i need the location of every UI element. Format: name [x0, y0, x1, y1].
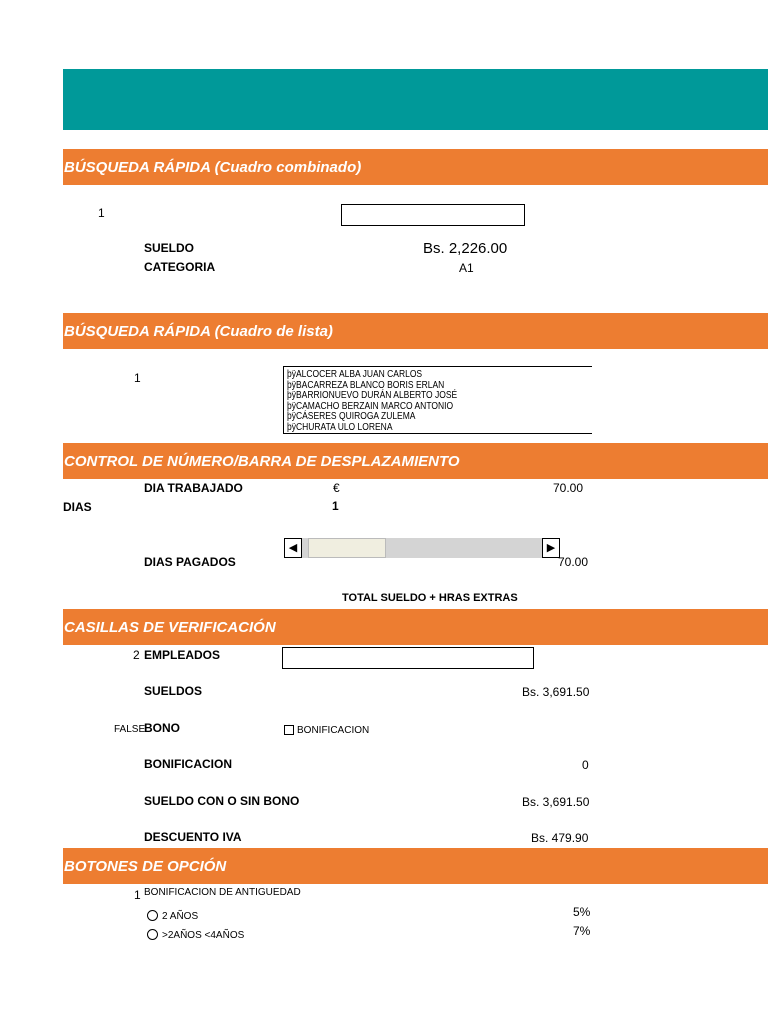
section-title: BÚSQUEDA RÁPIDA (Cuadro combinado)	[64, 158, 362, 176]
section-title: CONTROL DE NÚMERO/BARRA DE DESPLAZAMIENTO	[64, 452, 460, 470]
currency-symbol: €	[333, 481, 340, 495]
section-title: BOTONES DE OPCIÓN	[64, 857, 227, 875]
descuento-iva-label: DESCUENTO IVA	[144, 830, 242, 844]
sueldo-value: Bs. 2,226.00	[423, 240, 508, 257]
sueldo-con-bono-label: SUELDO CON O SIN BONO	[144, 794, 300, 808]
empleados-index: 2	[133, 648, 140, 662]
radio-2-4-anos-value: 7%	[573, 924, 591, 938]
dia-trabajado-value: 70.00	[553, 481, 584, 495]
scroll-left-arrow-icon[interactable]	[284, 538, 302, 558]
categoria-label: CATEGORIA	[144, 260, 216, 274]
total-sueldo-label: TOTAL SUELDO + HRAS EXTRAS	[342, 592, 518, 604]
list-item[interactable]: þÿALCOCER ALBA JUAN CARLOS	[287, 369, 423, 380]
combo-box-input[interactable]	[341, 204, 525, 226]
list-item[interactable]: þÿCÁSERES QUIROGA ZULEMA	[287, 411, 416, 423]
section-header-botones	[63, 848, 768, 884]
radio-2-anos-value: 5%	[573, 905, 591, 919]
scroll-left-glyph: ◀	[288, 541, 298, 554]
dia-trabajado-label: DIA TRABAJADO	[144, 481, 243, 495]
radio-2-4-anos-label[interactable]: >2AÑOS <4AÑOS	[162, 930, 245, 941]
bonificacion-checkbox-label[interactable]: BONIFICACION	[297, 725, 370, 736]
categoria-value: A1	[459, 261, 474, 275]
section-title: BÚSQUEDA RÁPIDA (Cuadro de lista)	[64, 322, 333, 340]
dias-pagados-value: 70.00	[558, 555, 589, 569]
listbox-index: 1	[134, 371, 141, 385]
scroll-right-glyph: ▶	[546, 541, 556, 554]
sueldo-label: SUELDO	[144, 241, 195, 255]
bonificacion-label: BONIFICACION	[144, 757, 232, 771]
bono-label: BONO	[144, 721, 180, 735]
list-item[interactable]: þÿCHURATA ULO LORENA	[287, 421, 393, 433]
scrollbar-thumb[interactable]	[308, 538, 386, 558]
header-banner	[63, 69, 768, 130]
bonificacion-checkbox[interactable]	[284, 725, 294, 735]
list-item[interactable]: þÿBARRIONUEVO DURÁN ALBERTO JOSÉ	[287, 390, 458, 402]
section-header-control-numero	[63, 443, 768, 479]
section-header-busqueda-lista	[63, 313, 768, 349]
combo-index: 1	[98, 206, 105, 220]
list-item[interactable]: þÿCAMACHO BERZAIN MARCO ANTONIO	[287, 400, 454, 412]
sueldo-con-bono-value: Bs. 3,691.50	[522, 795, 590, 809]
dias-label: DIAS	[63, 500, 92, 514]
descuento-iva-value: Bs. 479.90	[531, 831, 589, 845]
dias-value: 1	[332, 499, 339, 513]
sueldos-label: SUELDOS	[144, 684, 203, 698]
bono-state: FALSE	[114, 724, 146, 735]
radio-2-4-anos[interactable]	[147, 929, 158, 940]
section-title: CASILLAS DE VERIFICACIÓN	[64, 618, 276, 636]
sueldos-value: Bs. 3,691.50	[522, 685, 590, 699]
section-header-busqueda-combinado	[63, 149, 768, 185]
antiguedad-group-label: BONIFICACION DE ANTIGUEDAD	[144, 887, 301, 898]
radio-2-anos-label[interactable]: 2 AÑOS	[162, 911, 199, 922]
radio-2-anos[interactable]	[147, 910, 158, 921]
list-item[interactable]: þÿBACARREZA BLANCO BORIS ERLAN	[287, 379, 445, 391]
dias-pagados-label: DIAS PAGADOS	[144, 555, 236, 569]
opciones-index: 1	[134, 888, 141, 902]
empleados-label: EMPLEADOS	[144, 648, 221, 662]
section-header-casillas	[63, 609, 768, 645]
bonificacion-value: 0	[582, 758, 589, 772]
days-scrollbar[interactable]	[284, 538, 560, 558]
employee-listbox[interactable]	[283, 366, 592, 434]
empleados-combo-input[interactable]	[282, 647, 534, 669]
